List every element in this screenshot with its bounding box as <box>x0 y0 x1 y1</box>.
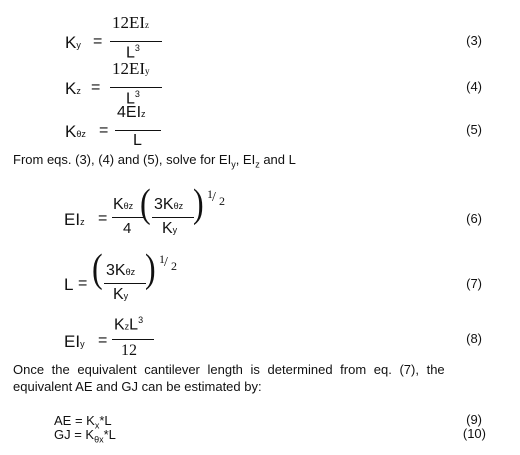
eq7-inner-numerator: 3K <box>106 262 126 279</box>
paragraph-line-2: equivalent AE and GJ can be estimated by: <box>13 379 262 394</box>
eq4-denominator-sup: 3 <box>134 89 140 99</box>
eq8-equals: = <box>98 332 108 349</box>
solve-prefix: From eqs. (3), (4) and (5), solve for EI <box>13 152 232 167</box>
eq5-denominator: L <box>133 132 142 149</box>
eq3-denominator: L <box>126 44 135 62</box>
eq8-lhs: EI <box>64 332 81 351</box>
eq10-number: (10) <box>462 426 486 441</box>
eq7-fraction-bar <box>104 283 146 284</box>
eq3-numerator-sub: z <box>145 20 150 30</box>
eq8-numerator-k: K <box>114 316 125 334</box>
solve-sub-z: z <box>255 159 260 170</box>
eq4-equals: = <box>91 79 101 96</box>
eq5-lhs: K <box>65 122 77 141</box>
eq7-inner-denominator-sub: y <box>123 291 129 301</box>
eq10-sub: θx <box>94 434 104 445</box>
eq8-fraction-bar <box>112 339 154 340</box>
eq5-fraction-bar <box>115 130 161 131</box>
eq6-denominator: 4 <box>123 220 132 237</box>
eq3-number: (3) <box>466 33 482 48</box>
eq7-lhs: L <box>64 275 74 294</box>
eq6-exponent-slash: / <box>212 190 216 205</box>
eq10-rhs: *L <box>103 427 116 442</box>
eq9-rhs: *L <box>99 413 112 428</box>
eq9-lhs: AE = K <box>54 413 95 428</box>
eq3-lhs: K <box>65 33 77 52</box>
eq9-number: (9) <box>466 412 482 427</box>
eq4-numerator-sub: y <box>145 66 150 76</box>
eq7-inner-numerator-sub: θz <box>125 267 136 277</box>
eq8-numerator-sup: 3 <box>138 315 144 325</box>
eq7-equals: = <box>78 275 88 292</box>
eq6-equals: = <box>98 210 108 227</box>
eq7-inner-denominator: K <box>113 286 124 303</box>
eq7-exponent-denominator: 2 <box>171 259 177 273</box>
eq6-numerator: K <box>113 196 124 213</box>
eq6-inner-numerator: 3K <box>154 196 174 213</box>
eq4-denominator: L <box>126 90 135 108</box>
solve-suffix: and L <box>259 152 296 167</box>
eq6-left-paren: ( <box>140 180 151 226</box>
eq5-numerator-sub: z <box>141 109 146 119</box>
eq3-fraction-bar <box>110 41 162 42</box>
eq8-lhs-sub: y <box>80 339 85 349</box>
eq5-lhs-sub: θz <box>76 129 86 139</box>
eq6-lhs: EI <box>64 210 81 229</box>
paragraph-line-1-text: Once the equivalent cantilever length is determined from eq. (7), the <box>13 362 445 377</box>
eq6-numerator-sub: θz <box>123 201 134 211</box>
eq8-numerator-sub: z <box>124 321 130 332</box>
eq6-inner-denominator: K <box>162 220 173 237</box>
eq5-number: (5) <box>466 122 482 137</box>
eq4-fraction-bar <box>110 87 162 88</box>
eq7-number: (7) <box>466 276 482 291</box>
eq7-left-paren: ( <box>92 245 103 291</box>
eq6-exponent-denominator: 2 <box>219 194 225 208</box>
eq7-exponent-numerator: 1 <box>159 252 165 266</box>
eq6-number: (6) <box>466 211 482 226</box>
solve-sentence <box>13 151 296 174</box>
paragraph-line-1 <box>13 361 503 378</box>
eq8-numerator-l: L <box>129 316 139 334</box>
paragraph <box>13 361 511 395</box>
eq9-sub: x <box>94 420 100 431</box>
eq4-numerator: 12EI <box>112 59 146 78</box>
eq10-lhs: GJ = K <box>54 427 95 442</box>
eq4-lhs: K <box>65 79 77 98</box>
eq4-lhs-sub: z <box>76 86 81 96</box>
eq8-number: (8) <box>466 331 482 346</box>
eq5-numerator: 4EI <box>117 104 142 121</box>
eq4-number: (4) <box>466 79 482 94</box>
eq3-equals: = <box>93 33 103 50</box>
eq7-exponent-slash: / <box>164 255 168 270</box>
eq3-numerator: 12EI <box>112 13 146 32</box>
solve-sub-y: y <box>231 159 236 170</box>
eq6-inner-numerator-sub: θz <box>173 201 184 211</box>
eq5-equals: = <box>99 122 109 139</box>
solve-mid: , EI <box>235 152 256 167</box>
eq8-denominator: 12 <box>121 342 137 359</box>
eq6-lhs-sub: z <box>80 217 85 227</box>
eq6-inner-fraction-bar <box>152 217 194 218</box>
eq6-right-paren: ) <box>193 180 204 226</box>
eq6-exponent-numerator: 1 <box>207 187 213 201</box>
eq3-denominator-sup: 3 <box>134 43 140 53</box>
eq7-right-paren: ) <box>145 245 156 291</box>
eq3-lhs-sub: y <box>76 40 81 50</box>
eq6-inner-denominator-sub: y <box>172 225 178 235</box>
